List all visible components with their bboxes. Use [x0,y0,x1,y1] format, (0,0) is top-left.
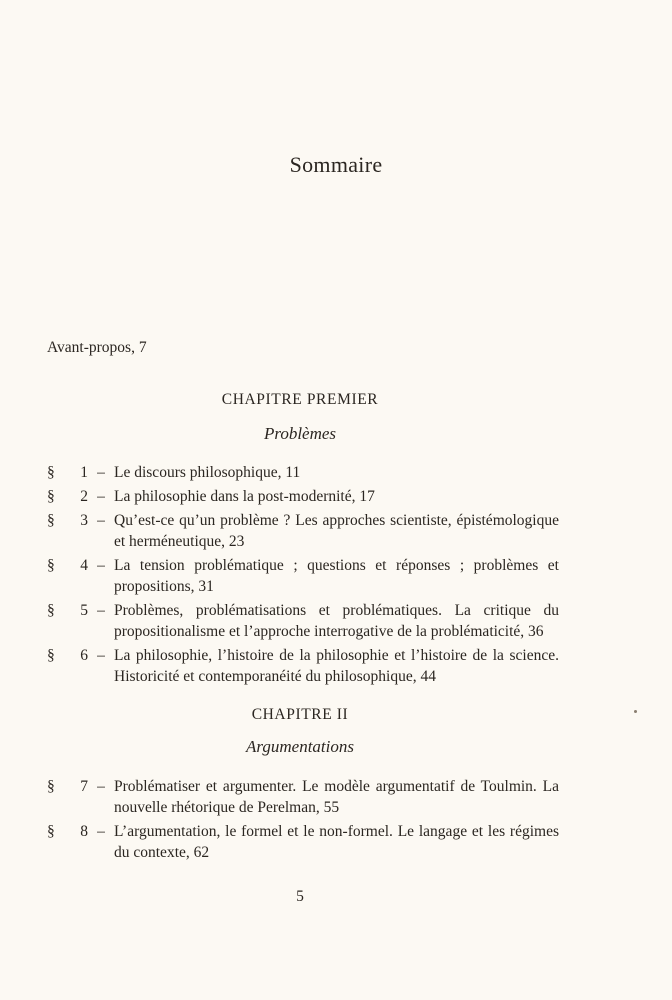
section-number: 8 [80,823,88,840]
chapter-heading: CHAPITRE II [251,706,349,723]
section-number: 7 [80,778,88,795]
toc-entry [47,776,559,818]
section-sign: § [47,778,55,795]
section-dash: – [97,778,105,795]
section-dash: – [97,488,105,505]
section-title: La philosophie dans la post-modernité, 17 [114,488,375,505]
section-sign: § [47,557,55,574]
section-dash: – [97,557,105,574]
section-title: Le discours philosophique, 11 [114,464,301,481]
section-title: La philosophie, l’histoire de la philosophie et l’histoire de la science. Historicité et contemporanéité du philosophique, 44 [114,647,559,685]
section-number: 6 [80,647,88,664]
section-sign: § [47,602,55,619]
toc-entry [47,645,559,687]
toc-entry [47,821,559,863]
section-number: 3 [80,512,88,529]
section-title: Problèmes, problématisations et problématiques. La critique du propositionalisme et l’approche interrogative de la problématicité, 36 [114,602,559,640]
section-number: 2 [80,488,88,505]
toc-list-chapter-2 [47,776,559,866]
section-title: Qu’est-ce qu’un problème ? Les approches scientiste, épistémologique et herméneutique, 23 [114,512,559,550]
toc-entry [47,600,559,642]
section-number: 4 [80,557,88,574]
toc-entry [47,555,559,597]
toc-entry [47,486,559,507]
chapter-subtitle: Problèmes [263,424,337,443]
chapter-heading: CHAPITRE PREMIER [221,391,379,408]
section-sign: § [47,488,55,505]
section-sign: § [47,647,55,664]
toc-entry [47,510,559,552]
section-title: La tension problématique ; questions et réponses ; problèmes et propositions, 31 [114,557,559,595]
chapter-subtitle: Argumentations [246,737,354,756]
foreword-entry: Avant-propos, 7 [47,339,147,356]
section-dash: – [97,647,105,664]
section-sign: § [47,512,55,529]
section-dash: – [97,823,105,840]
section-dash: – [97,602,105,619]
toc-entry [47,462,559,483]
page-title: Sommaire [289,152,383,177]
toc-list-chapter-1 [47,462,559,690]
section-dash: – [97,464,105,481]
page-number: 5 [296,888,304,905]
section-dash: – [97,512,105,529]
section-sign: § [47,464,55,481]
paper-speck [634,710,637,713]
section-title: Problématiser et argumenter. Le modèle argumentatif de Toulmin. La nouvelle rhétorique de Perelman, 55 [114,778,559,816]
section-sign: § [47,823,55,840]
section-title: L’argumentation, le formel et le non-formel. Le langage et les régimes du contexte, 62 [114,823,559,861]
section-number: 5 [80,602,88,619]
section-number: 1 [80,464,88,481]
